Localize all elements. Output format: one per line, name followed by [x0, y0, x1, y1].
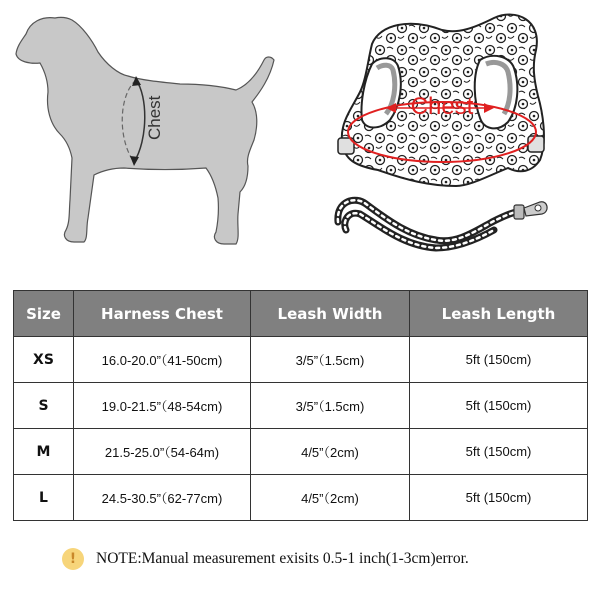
table-row — [14, 337, 588, 383]
product-illustration — [0, 0, 600, 270]
leash-icon — [338, 200, 547, 248]
size-cell: XS — [14, 337, 74, 383]
length-cell: 5ft (150cm) — [410, 337, 588, 383]
harness-chest-label: Chest — [410, 93, 474, 120]
width-cell: 3/5”（1.5cm) — [251, 383, 410, 429]
length-cell: 5ft (150cm) — [410, 429, 588, 475]
width-cell: 4/5”（2cm) — [251, 429, 410, 475]
table-row — [14, 475, 588, 521]
dog-chest-label: Chest — [145, 95, 164, 140]
table-row — [14, 429, 588, 475]
size-cell: M — [14, 429, 74, 475]
header-harness-chest: Harness Chest — [74, 291, 251, 337]
size-cell: L — [14, 475, 74, 521]
table-header-row — [14, 291, 588, 337]
table-row — [14, 383, 588, 429]
size-cell: S — [14, 383, 74, 429]
chest-cell: 19.0-21.5”（48-54cm) — [74, 383, 251, 429]
length-cell: 5ft (150cm) — [410, 383, 588, 429]
header-leash-width: Leash Width — [251, 291, 410, 337]
header-size: Size — [14, 291, 74, 337]
chest-cell: 24.5-30.5”（62-77cm) — [74, 475, 251, 521]
header-leash-length: Leash Length — [410, 291, 588, 337]
width-cell: 3/5”（1.5cm) — [251, 337, 410, 383]
size-table — [13, 290, 588, 521]
chest-cell: 16.0-20.0”（41-50cm) — [74, 337, 251, 383]
length-cell: 5ft (150cm) — [410, 475, 588, 521]
measurement-note — [62, 546, 469, 572]
exclamation-icon: ! — [62, 548, 84, 570]
chest-cell: 21.5-25.0”（54-64m) — [74, 429, 251, 475]
width-cell: 4/5”（2cm) — [251, 475, 410, 521]
note-text: NOTE:Manual measurement exisits 0.5-1 inch(1-3cm)error. — [96, 550, 469, 567]
